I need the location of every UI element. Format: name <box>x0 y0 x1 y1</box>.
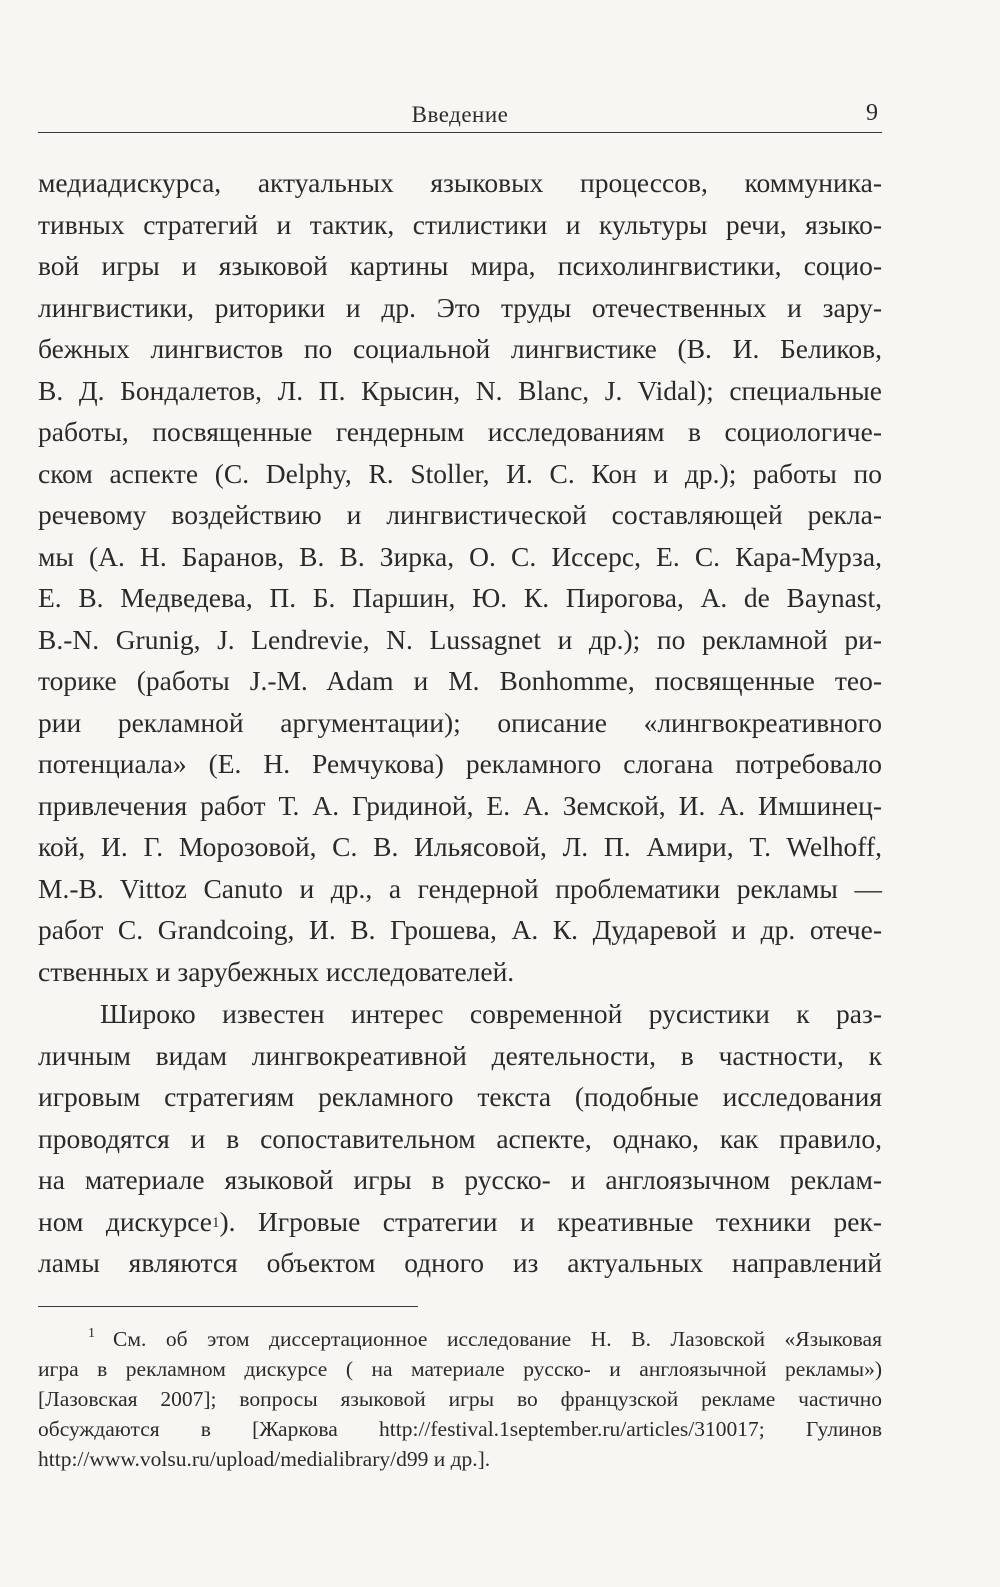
running-head <box>38 96 882 133</box>
text-line: потенциала» (Е. Н. Ремчукова) рекламного слогана потребовало <box>38 748 882 779</box>
chapter-title: Введение <box>411 102 509 127</box>
text-line: ламы являются объектом одного из актуальных направлений <box>38 1247 882 1278</box>
main-text <box>38 162 882 1284</box>
footnote-line <box>38 1324 882 1354</box>
text-line: ском аспекте (С. Delphy, R. Stoller, И. С. Кон и др.); работы по <box>38 457 882 489</box>
text-line: вой игры и языковой картины мира, психолингвистики, социо- <box>38 250 882 281</box>
footnote-text: См. об этом диссертационное исследование Н. В. Лазовской «Языковая <box>113 1327 882 1351</box>
text-line: M.-B. Vittoz Canuto и др., а гендерной проблематики рекламы — <box>38 872 882 904</box>
text-line: игровым стратегиям рекламного текста (подобные исследования <box>38 1081 882 1112</box>
text-line: на материале языковой игры в русско- и англоязычном реклам- <box>38 1164 882 1195</box>
text-fragment: ном дискурсе <box>38 1205 212 1237</box>
text-line: Широко известен интерес современной русистики к раз- <box>100 998 882 1029</box>
text-line: речевому воздействию и лингвистической составляющей рекла- <box>38 499 882 530</box>
text-line: личным видам лингвокреативной деятельности, в частности, к <box>38 1039 882 1071</box>
footnote-line: обсуждаются в [Жаркова http://festival.1september.ru/articles/310017; Гулинов <box>38 1417 882 1441</box>
footnote-reference[interactable]: 1 <box>211 1214 220 1231</box>
text-line: мы (А. Н. Баранов, В. В. Зирка, О. С. Иссерс, Е. С. Кара-Мурза, <box>38 540 882 572</box>
page-number: 9 <box>866 100 878 126</box>
text-line: медиадискурса, актуальных языковых процессов, коммуника- <box>38 167 882 198</box>
text-line: B.-N. Grunig, J. Lendrevie, N. Lussagnet и др.); по рекламной ри- <box>38 623 882 655</box>
footnote-marker: 1 <box>88 1326 95 1341</box>
text-line: ственных и зарубежных исследователей. <box>38 955 515 987</box>
text-line: рии рекламной аргументации); описание «лингвокреативного <box>38 706 882 738</box>
footnote-line: игра в рекламном дискурсе ( на материале русско- и англоязычной рекламы») <box>38 1357 882 1381</box>
paragraph-1 <box>38 162 882 992</box>
text-line-with-note <box>38 1201 882 1243</box>
footnote-line: [Лазовская 2007]; вопросы языковой игры во французской рекламе частично <box>38 1387 882 1411</box>
text-line: работ C. Grandcoing, И. В. Грошева, А. К. Дударевой и др. отече- <box>38 914 882 945</box>
text-line: проводятся и в сопоставительном аспекте, однако, как правило, <box>38 1122 882 1154</box>
text-line: работы, посвященные гендерным исследованиям в социологиче- <box>38 416 882 447</box>
text-line: лингвистики, риторики и др. Это труды отечественных и зару- <box>38 291 882 323</box>
text-line: тивных стратегий и тактик, стилистики и культуры речи, языко- <box>38 208 882 240</box>
text-line: кой, И. Г. Морозовой, С. В. Ильясовой, Л. П. Амири, T. Welhoff, <box>38 831 882 862</box>
text-fragment: ). Игровые стратегии и креативные техники рек- <box>219 1205 883 1237</box>
text-line: В. Д. Бондалетов, Л. П. Крысин, N. Blanc, J. Vidal); специальные <box>38 374 882 406</box>
text-line: Е. В. Медведева, П. Б. Паршин, Ю. К. Пирогова, A. de Baynast, <box>38 582 882 613</box>
footnote-line: http://www.volsu.ru/upload/medialibrary/d99 и др.]. <box>38 1447 491 1471</box>
text-line: торике (работы J.-M. Adam и M. Bonhomme, посвященные тео- <box>38 665 882 696</box>
footnote <box>38 1324 882 1474</box>
footnote-divider <box>38 1306 418 1307</box>
text-line: привлечения работ Т. А. Гридиной, Е. А. Земской, И. А. Имшинец- <box>38 789 882 821</box>
text-line: бежных лингвистов по социальной лингвистике (В. И. Беликов, <box>38 333 882 364</box>
paragraph-2 <box>38 993 882 1284</box>
